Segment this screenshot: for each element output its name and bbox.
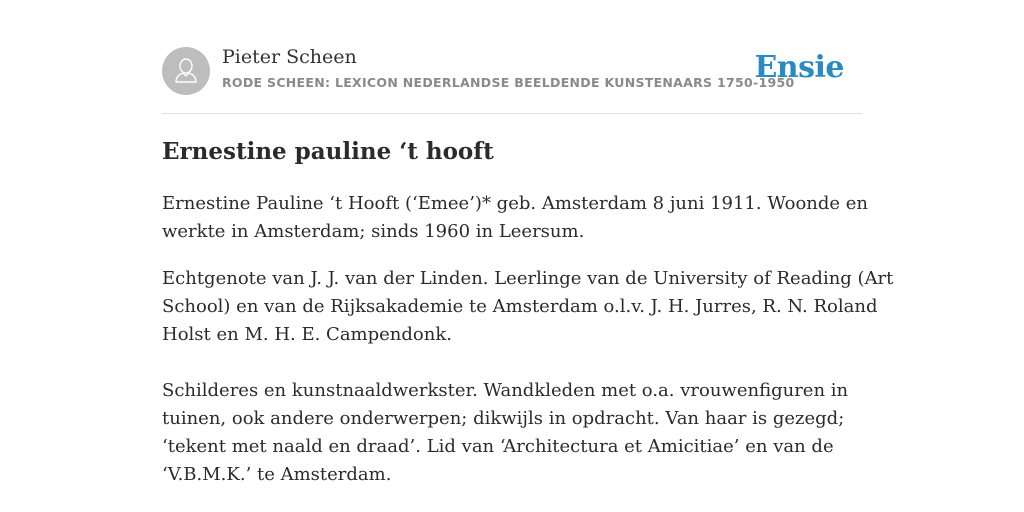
person-icon <box>162 47 210 95</box>
author-name[interactable]: Pieter Scheen <box>222 46 357 68</box>
paragraph-line: Holst en M. H. E. Campendonk. <box>162 324 452 345</box>
paragraph-line: werkte in Amsterdam; sinds 1960 in Leersum. <box>162 221 585 242</box>
paragraph-line: Schilderes en kunstnaaldwerkster. Wandkleden met o.a. vrouwenfiguren in <box>162 380 849 401</box>
paragraph-line: Echtgenote van J. J. van der Linden. Leerlinge van de University of Reading (Art <box>162 268 894 289</box>
paragraph-line: Ernestine Pauline ‘t Hooft (‘Emee’)* geb. Amsterdam 8 juni 1911. Woonde en <box>162 193 869 214</box>
header-divider <box>162 113 862 114</box>
user-avatar-icon[interactable] <box>162 47 210 95</box>
article-header <box>162 46 862 96</box>
paragraph-line: tuinen, ook andere onderwerpen; dikwijls in opdracht. Van haar is gezegd; <box>162 408 845 429</box>
article-title: Ernestine pauline ‘t hooft <box>162 138 494 165</box>
source-title[interactable]: RODE SCHEEN: LEXICON NEDERLANDSE BEELDENDE KUNSTENAARS 1750-1950 <box>222 75 795 90</box>
paragraph-line: ‘tekent met naald en draad’. Lid van ‘Architectura et Amicitiae’ en van de <box>162 436 834 457</box>
paragraph-3 <box>162 377 862 489</box>
brand-logo[interactable]: Ensie <box>754 50 844 85</box>
paragraph-line: School) en van de Rijksakademie te Amsterdam o.l.v. J. H. Jurres, R. N. Roland <box>162 296 878 317</box>
paragraph-1 <box>162 190 869 246</box>
paragraph-2 <box>162 265 894 349</box>
paragraph-line: ‘V.B.M.K.’ te Amsterdam. <box>162 464 392 485</box>
article-body <box>162 190 894 508</box>
